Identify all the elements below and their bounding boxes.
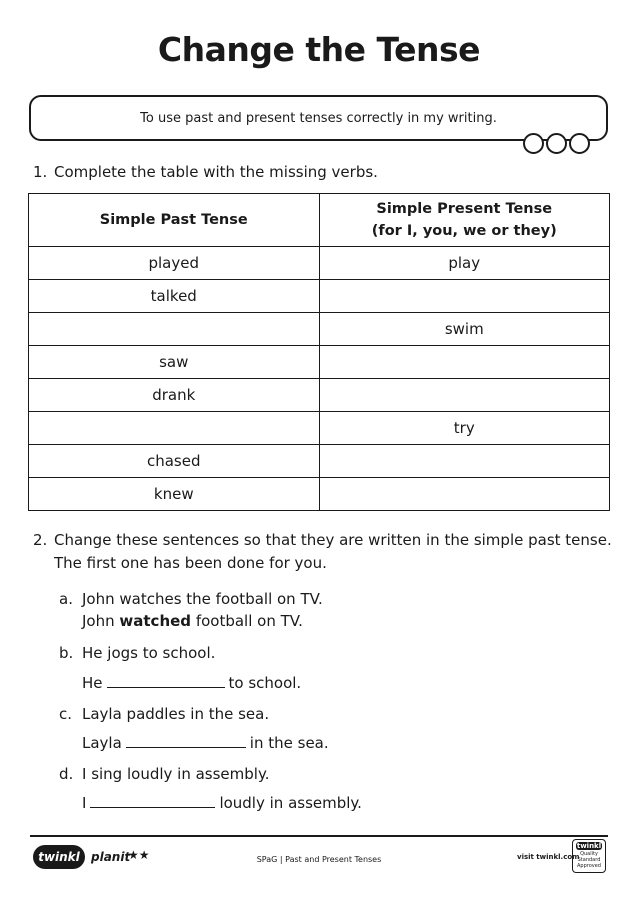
past-cell[interactable] [29,412,320,445]
past-cell[interactable]: saw [29,346,320,379]
circle-icon [546,133,567,154]
present-cell[interactable] [319,478,610,511]
twinkl-logo: twinkl [33,845,85,869]
header-present-line1: Simple Present Tense [376,201,553,217]
item-letter: b. [59,644,74,662]
circle-icon [569,133,590,154]
stars-icon: ★★ [128,848,150,862]
header-present-line2: (for I, you, we or they) [371,223,557,239]
verb-table [28,193,610,511]
learning-objective-box [29,95,608,141]
header-past: Simple Past Tense [29,194,320,247]
past-cell[interactable]: played [29,247,320,280]
item-sentence: He jogs to school. [82,644,216,662]
item-answer [82,612,303,630]
present-cell[interactable]: swim [319,313,610,346]
present-cell[interactable]: try [319,412,610,445]
present-cell[interactable]: play [319,247,610,280]
circle-icon [523,133,544,154]
answer-blank[interactable] [107,673,225,688]
table-row [29,247,610,280]
answer-pre: John [82,612,115,630]
objective-circles [523,133,593,153]
table-row [29,379,610,412]
past-cell[interactable]: chased [29,445,320,478]
present-cell[interactable] [319,379,610,412]
footer-divider [30,835,608,837]
item-letter: c. [59,705,73,723]
item-answer [82,733,329,752]
question-text-line2: The first one has been done for you. [54,554,327,572]
answer-post: to school. [228,674,302,692]
badge-text: Quality Standard Approved [577,851,601,869]
table-row [29,346,610,379]
table-row [29,412,610,445]
item-sentence: John watches the football on TV. [82,590,323,608]
answer-post: in the sea. [249,734,329,752]
table-header-row [29,194,610,247]
past-cell[interactable]: talked [29,280,320,313]
question-text: Complete the table with the missing verbs. [54,163,378,181]
table-row [29,280,610,313]
answer-pre: Layla [82,734,122,752]
item-letter: d. [59,765,74,783]
answer-post: loudly in assembly. [219,794,362,812]
table-row [29,445,610,478]
header-present [319,194,610,247]
answer-blank[interactable] [90,793,215,808]
planit-label: planit [91,850,131,864]
present-cell[interactable] [319,445,610,478]
item-sentence: I sing loudly in assembly. [82,765,270,783]
learning-objective-text: To use past and present tenses correctly in my writing. [140,111,497,126]
answer-pre: I [82,794,87,812]
quality-badge-icon [572,839,606,873]
footer-subject: SPaG | Past and Present Tenses [256,855,382,864]
item-answer [82,673,301,692]
answer-post: football on TV. [195,612,303,630]
page-title: Change the Tense [157,30,481,69]
table-row [29,478,610,511]
question-number: 2. [33,531,48,549]
question-number: 1. [33,163,48,181]
visit-link[interactable]: visit twinkl.com [517,853,580,861]
question-text-line1: Change these sentences so that they are written in the simple past tense. [54,531,612,549]
item-answer [82,793,362,812]
present-cell[interactable] [319,280,610,313]
item-letter: a. [59,590,73,608]
table-row [29,313,610,346]
answer-blank[interactable] [126,733,246,748]
present-cell[interactable] [319,346,610,379]
past-cell[interactable]: knew [29,478,320,511]
answer-pre: He [82,674,103,692]
answer-bold: watched [119,612,192,630]
past-cell[interactable]: drank [29,379,320,412]
past-cell[interactable] [29,313,320,346]
item-sentence: Layla paddles in the sea. [82,705,270,723]
badge-brand: twinkl [576,842,602,850]
